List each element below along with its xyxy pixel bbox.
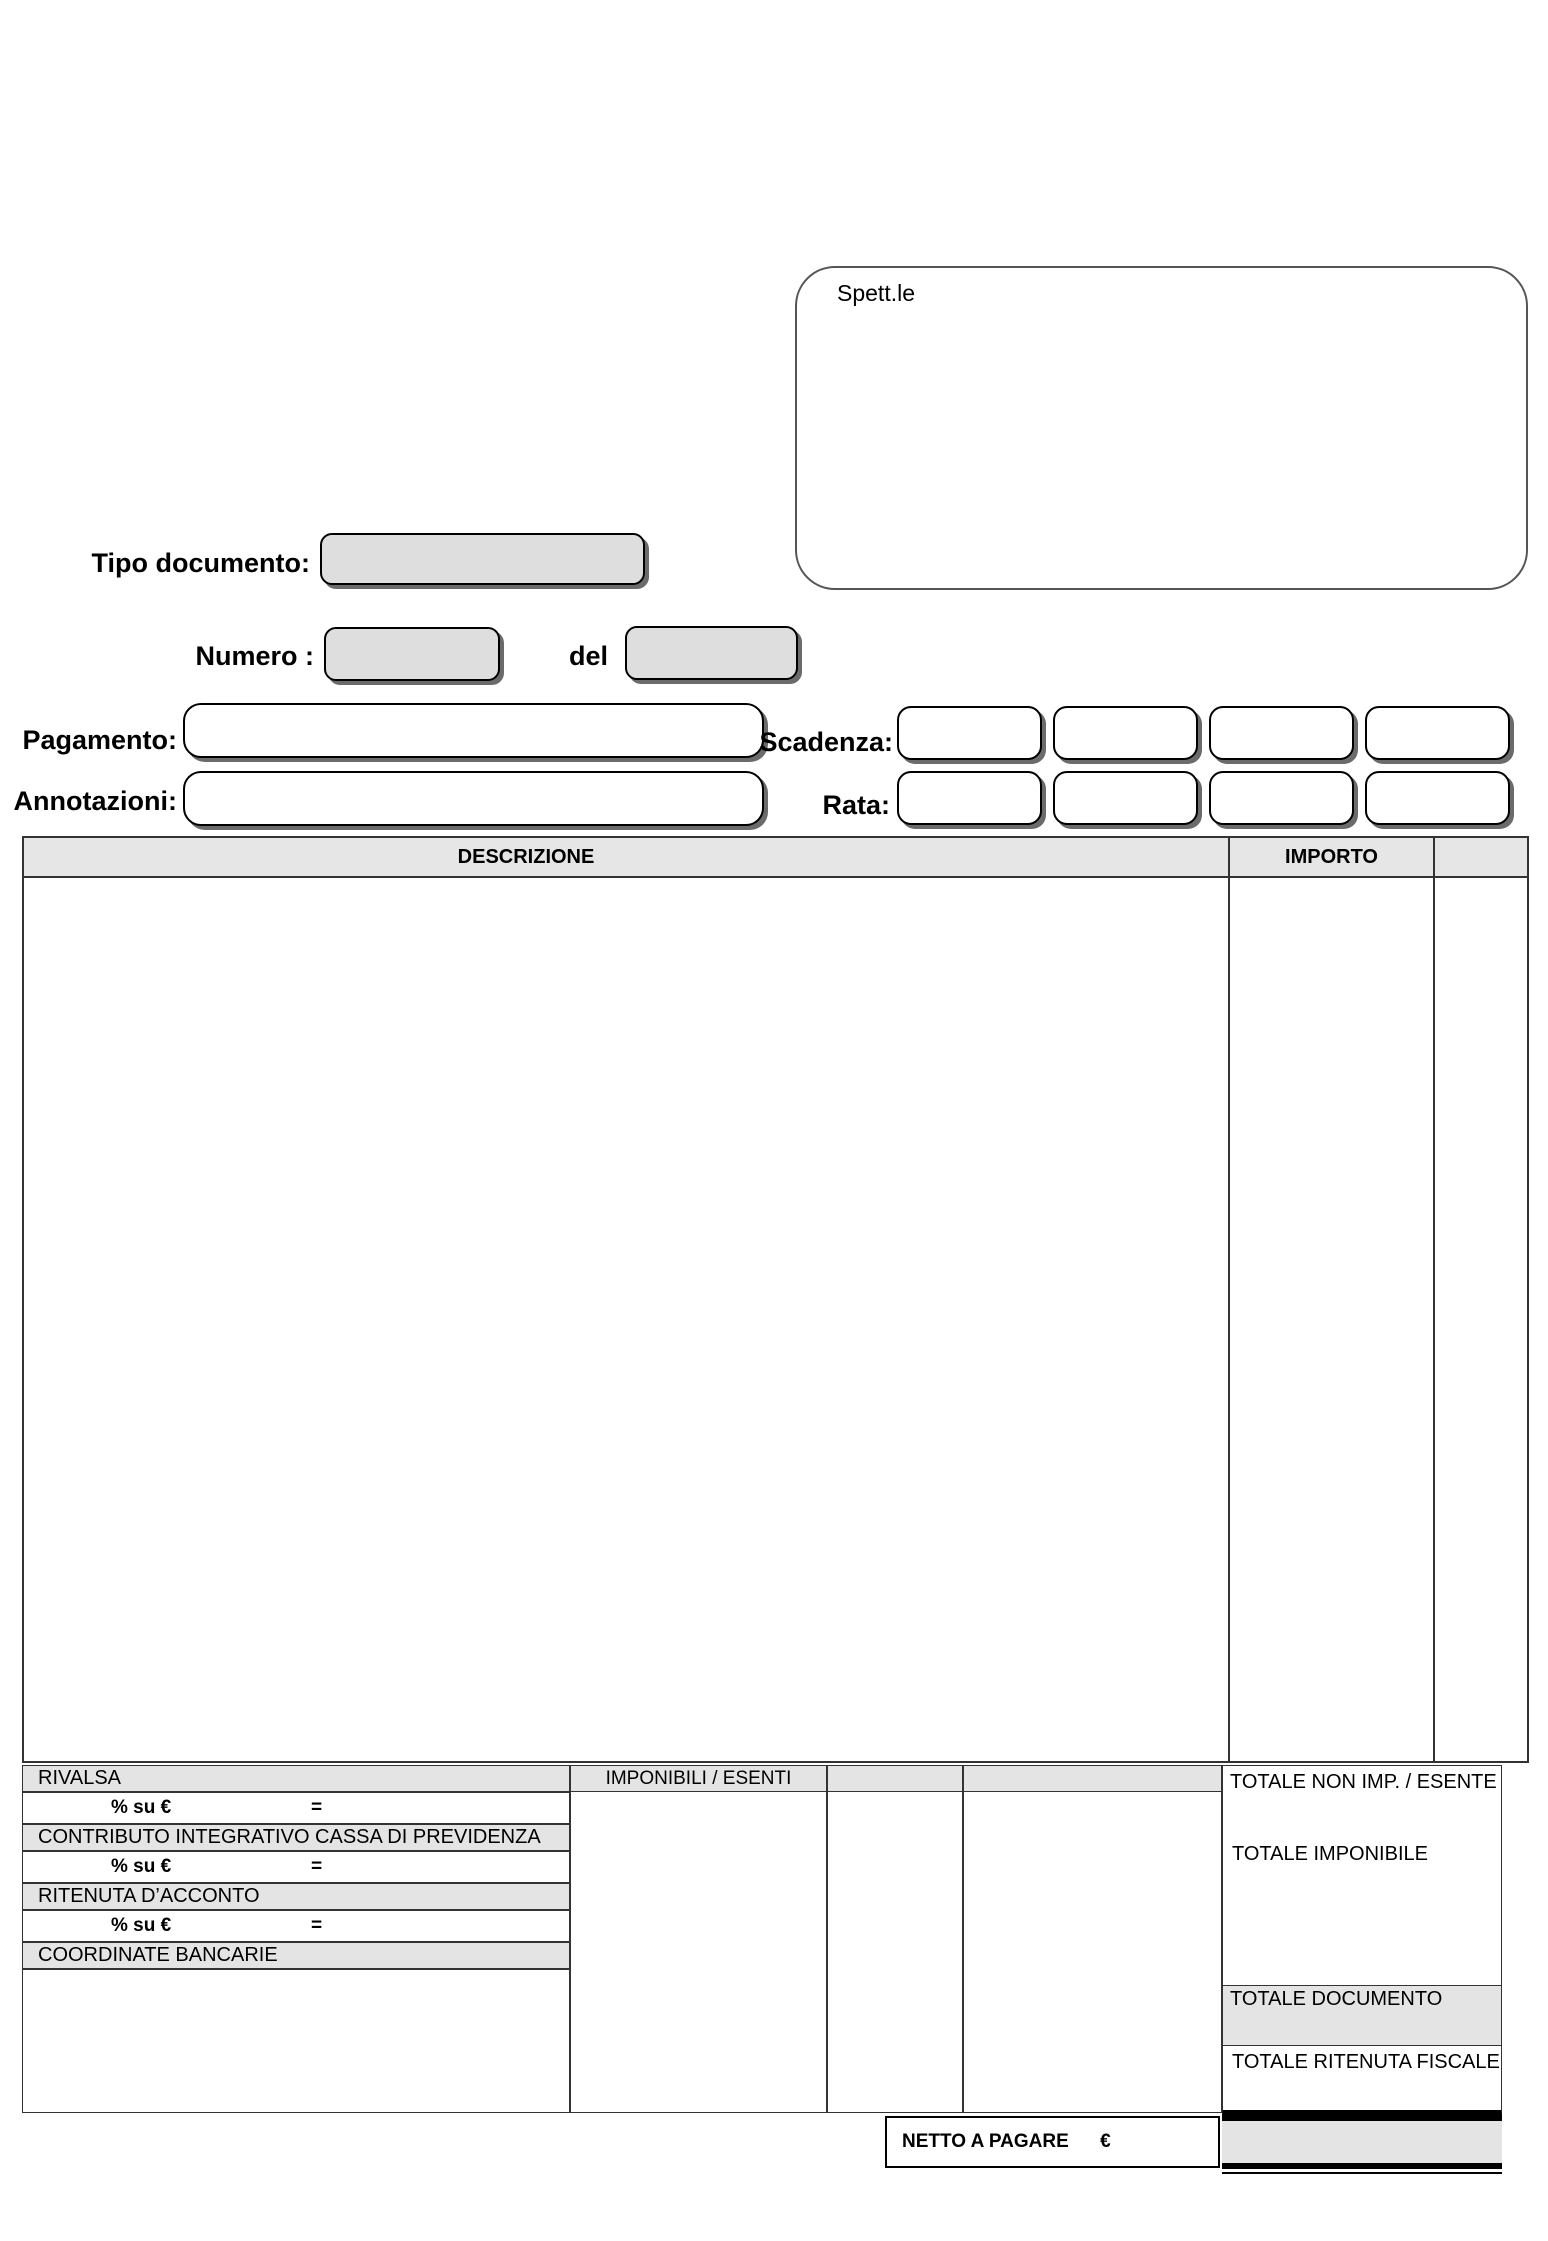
ritenuta-row [22,1883,570,1910]
numero-label: Numero : [195,641,314,671]
tipo-documento-input[interactable] [320,533,645,585]
netto-a-pagare-value-cell[interactable] [1222,2115,1502,2169]
coordinate-bancarie-label: COORDINATE BANCARIE [38,1944,278,1966]
coordinate-value-area[interactable] [22,1969,570,2113]
coordinate-row [22,1942,570,1969]
mid-column-2[interactable] [827,1791,963,2113]
items-table [22,836,1529,1763]
totale-ritenuta-label: TOTALE RITENUTA FISCALE [1232,2051,1500,2073]
rata-input-3[interactable] [1209,771,1354,825]
importo-cell[interactable] [1230,878,1433,1761]
totale-ritenuta-row[interactable] [1223,2045,1501,2110]
mid-header-cell-3 [963,1765,1222,1792]
netto-a-pagare-box [885,2116,1220,2168]
contributo-equals: = [311,1856,323,1877]
imponibili-esenti-column[interactable] [570,1791,827,2113]
ritenuta-value-row[interactable] [22,1910,570,1942]
ritenuta-label: RITENUTA D’ACCONTO [38,1885,260,1907]
contributo-value-row[interactable] [22,1851,570,1883]
pagamento-input[interactable] [183,703,764,758]
contributo-row [22,1824,570,1851]
scadenza-input-4[interactable] [1365,706,1510,760]
recipient-address-box[interactable] [795,266,1528,590]
totals-block [1222,1765,1502,2115]
scadenza-input-2[interactable] [1053,706,1198,760]
pagamento-label: Pagamento: [22,725,177,755]
rata-input-4[interactable] [1365,771,1510,825]
rata-input-1[interactable] [897,771,1042,825]
contributo-percent-label: % su € [111,1856,172,1877]
euro-symbol: € [1100,2131,1111,2152]
del-label: del [568,641,608,671]
scadenza-label: Scadenza: [759,727,893,757]
recipient-label: Spett.le [837,280,915,306]
rivalsa-equals: = [311,1797,323,1818]
del-date-input[interactable] [625,626,798,680]
descrizione-cell[interactable] [24,878,1228,1761]
totale-non-imp-label: TOTALE NON IMP. / ESENTE [1230,1771,1497,1793]
rata-label: Rata: [822,790,890,820]
rivalsa-label: RIVALSA [38,1767,121,1789]
rivalsa-value-row[interactable] [22,1792,570,1824]
numero-input[interactable] [324,627,500,681]
rata-input-2[interactable] [1053,771,1198,825]
netto-a-pagare-label: NETTO A PAGARE [902,2131,1069,2152]
importo-header: IMPORTO [1285,846,1378,868]
rivalsa-row [22,1765,570,1792]
annotazioni-input[interactable] [183,771,764,826]
mid-column-3[interactable] [963,1791,1222,2113]
annotazioni-label: Annotazioni: [13,786,177,816]
descrizione-header: DESCRIZIONE [457,846,595,868]
mid-header-cell-2 [827,1765,963,1792]
ritenuta-equals: = [311,1915,323,1936]
totale-documento-row[interactable] [1223,1985,1501,2045]
tipo-documento-label: Tipo documento: [91,548,310,578]
scadenza-input-1[interactable] [897,706,1042,760]
imponibili-esenti-header: IMPONIBILI / ESENTI [570,1765,827,1792]
rivalsa-percent-label: % su € [111,1797,172,1818]
netto-double-rule [1222,2172,1502,2174]
items-table-header [24,838,1527,878]
totale-documento-label: TOTALE DOCUMENTO [1230,1988,1443,2010]
scadenza-input-3[interactable] [1209,706,1354,760]
extra-cell[interactable] [1435,878,1527,1761]
totale-imponibile-label: TOTALE IMPONIBILE [1232,1843,1428,1865]
ritenuta-percent-label: % su € [111,1915,172,1936]
contributo-label: CONTRIBUTO INTEGRATIVO CASSA DI PREVIDENZA [38,1826,541,1848]
